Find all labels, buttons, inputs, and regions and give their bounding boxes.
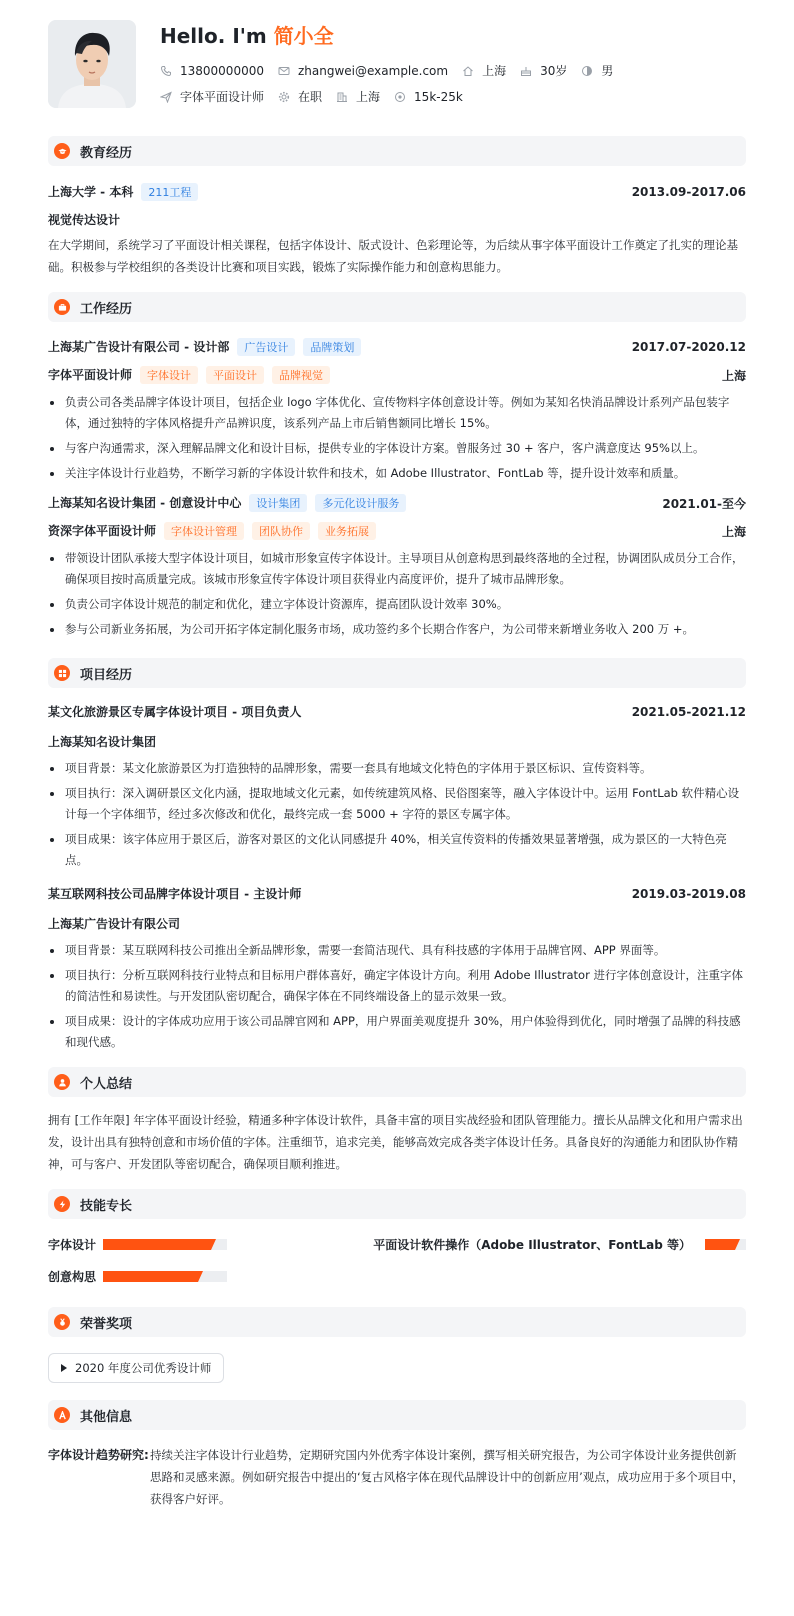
other-title: 其他信息 <box>80 1409 133 1425</box>
company-tag: 设计集团 <box>249 494 307 512</box>
resume-page <box>48 18 746 1510</box>
location-item <box>462 62 506 79</box>
status-text: 在职 <box>298 90 323 104</box>
gear-icon <box>278 91 290 103</box>
skill-item <box>48 1268 227 1285</box>
education-major: 视觉传达设计 <box>48 213 121 227</box>
skill-item <box>373 1236 746 1253</box>
resume-header <box>48 18 746 136</box>
role-tag: 平面设计 <box>206 366 264 384</box>
award-text: 2020 年度公司优秀设计师 <box>75 1361 212 1375</box>
list-item: 项目背景：某文化旅游景区为打造独特的品牌形象，需要一套具有地域文化特色的字体用于景区标识、宣传资料等。 <box>48 758 746 779</box>
education-entry <box>48 183 746 278</box>
career-row <box>160 88 477 105</box>
skill-name: 字体设计 <box>48 1238 97 1252</box>
job-role: 字体平面设计师 <box>48 368 133 382</box>
summary-text: 拥有 [工作年限] 年字体平面设计经验，精通多种字体设计软件，具备丰富的项目实战经验和团队管理能力。擅长从品牌文化和用户需求出发，设计出具有独特创意和市场价值的字体。注重细节，追求完美，能够高效完成各类字体设计任务。具备良好的沟通能力和团队协作精神，可与客户、开发团队等密切配合，确保项目顺利推进。 <box>48 1113 743 1171</box>
other-text: 持续关注字体设计行业趋势，定期研究国内外优秀字体设计案例，撰写相关研究报告，为公司字体设计业务提供创新思路和灵感来源。例如研究报告中提出的‘复古风格字体在现代品牌设计中的创新应用’观点，成功应用于多个项目中，获得客户好评。 <box>150 1448 744 1506</box>
summary-section-header <box>48 1067 746 1097</box>
other-label: 字体设计趋势研究: <box>48 1448 149 1462</box>
job-role: 资深字体平面设计师 <box>48 524 157 538</box>
honors-list <box>48 1353 746 1383</box>
project-entry <box>48 885 746 1053</box>
skill-name: 平面设计软件操作（Adobe Illustrator、FontLab 等） <box>373 1238 691 1252</box>
mail-icon <box>278 65 290 77</box>
project-name: 某文化旅游景区专属字体设计项目 - 项目负责人 <box>48 705 302 719</box>
other-info-row <box>48 1444 746 1510</box>
project-name: 某互联网科技公司品牌字体设计项目 - 主设计师 <box>48 887 302 901</box>
skill-bar-fill <box>705 1239 735 1250</box>
list-item: 负责公司字体设计规范的制定和优化，建立字体设计资源库，提高团队设计效率 30%。 <box>48 594 746 615</box>
skill-item <box>48 1236 227 1253</box>
projects-section-header <box>48 658 746 688</box>
honors-title: 荣誉奖项 <box>80 1316 133 1332</box>
skill-bar <box>103 1239 227 1250</box>
skill-bar-fill <box>103 1271 198 1282</box>
project-date: 2019.03-2019.08 <box>631 886 746 901</box>
gender-icon <box>581 65 593 77</box>
list-item: 参与公司新业务拓展，为公司开拓字体定制化服务市场，成功签约多个长期合作客户，为公司带来新增业务收入 200 万 +。 <box>48 619 746 640</box>
role-tag: 品牌视觉 <box>272 366 330 384</box>
location-text: 上海 <box>482 64 507 78</box>
grid-icon <box>54 665 70 681</box>
education-date: 2013.09-2017.06 <box>631 185 746 199</box>
role-tag: 字体设计管理 <box>164 522 244 540</box>
skills-grid <box>48 1236 746 1296</box>
skill-bar <box>103 1271 227 1282</box>
work-section-header <box>48 292 746 322</box>
job-company-line <box>48 338 361 356</box>
summary-title: 个人总结 <box>80 1076 133 1092</box>
projects-title: 项目经历 <box>80 667 133 683</box>
avatar-portrait-icon <box>48 20 136 108</box>
email-item <box>278 64 448 78</box>
project-bullets <box>48 758 746 871</box>
skills-title: 技能专长 <box>80 1198 133 1214</box>
phone-text: 13800000000 <box>180 63 264 78</box>
job-bullets <box>48 392 746 484</box>
role-tag: 字体设计 <box>140 366 198 384</box>
list-item: 与客户沟通需求，深入理解品牌文化和设计目标，提供专业的字体设计方案。曾服务过 30 + 客户，客户满意度达 95%以上。 <box>48 438 746 459</box>
list-item: 带领设计团队承接大型字体设计项目，如城市形象宣传字体设计。主导项目从创意构思到最终落地的全过程，协调团队成员分工合作，确保项目按时高质量完成。该城市形象宣传字体设计项目获得业内高度评价，提升了城市品牌形象。 <box>48 548 746 590</box>
school-tag: 211工程 <box>141 183 198 201</box>
project-bullets <box>48 940 746 1053</box>
job-company: 上海某广告设计有限公司 - 设计部 <box>48 340 230 354</box>
company-tag: 多元化设计服务 <box>315 494 406 512</box>
list-item: 项目成果：该字体应用于景区后，游客对景区的文化认同感提升 40%，相关宣传资料的传播效果显著增强，成为景区的一大特色亮点。 <box>48 829 746 871</box>
school-name: 上海大学 - 本科 <box>48 185 134 199</box>
salary-item <box>394 90 463 104</box>
skill-name: 创意构思 <box>48 1270 97 1284</box>
job-company-line <box>48 494 406 512</box>
email-text: zhangwei@example.com <box>297 63 449 78</box>
candidate-name: 简小全 <box>273 24 334 48</box>
list-item: 项目背景：某互联网科技公司推出全新品牌形象，需要一套简洁现代、具有科技感的字体用于品牌官网、APP 界面等。 <box>48 940 746 961</box>
phone-item <box>160 64 264 78</box>
salary-text: 15k-25k <box>414 89 463 104</box>
job-city: 上海 <box>721 368 746 383</box>
skill-bar-fill <box>103 1239 211 1250</box>
education-title: 教育经历 <box>80 145 133 161</box>
send-icon <box>160 91 172 103</box>
role-tag: 业务拓展 <box>318 522 376 540</box>
city-text: 上海 <box>356 90 381 104</box>
role-tag: 团队协作 <box>252 522 310 540</box>
letter-a-icon <box>54 1407 70 1423</box>
home-icon <box>462 65 474 77</box>
role-item <box>160 88 264 105</box>
gender-text: 男 <box>601 64 614 78</box>
school-line <box>48 183 198 201</box>
coin-icon <box>394 91 406 103</box>
greeting-title <box>160 20 334 49</box>
skills-section-header <box>48 1189 746 1219</box>
play-icon <box>61 1364 67 1372</box>
honors-section-header <box>48 1307 746 1337</box>
greeting-prefix: Hello. I'm <box>160 24 267 48</box>
job-company: 上海某知名设计集团 - 创意设计中心 <box>48 496 242 510</box>
avatar <box>48 20 136 108</box>
company-tag: 广告设计 <box>237 338 295 356</box>
job-role-line <box>48 522 376 540</box>
job-city: 上海 <box>721 524 746 539</box>
list-item: 负责公司各类品牌字体设计项目，包括企业 logo 字体优化、宣传物料字体创意设计等。例如为某知名快消品牌设计系列产品包装字体，通过独特的字体风格提升产品辨识度，该系列产品上市后销售额同比增长 15%。 <box>48 392 746 434</box>
skill-bar <box>705 1239 746 1250</box>
status-item <box>278 88 322 105</box>
lightning-icon <box>54 1196 70 1212</box>
education-description: 在大学期间，系统学习了平面设计相关课程，包括字体设计、版式设计、色彩理论等，为后续从事字体平面设计工作奠定了扎实的理论基础。积极参与学校组织的各类设计比赛和项目实践，锻炼了实际操作能力和创意构思能力。 <box>48 238 738 274</box>
list-item: 项目执行：分析互联网科技行业特点和目标用户群体喜好，确定字体设计方向。利用 Adobe Illustrator 进行字体创意设计，注重字体的简洁性和易读性。与开发团队密切配合，确保字体在不同终端设备上的显示效果一致。 <box>48 965 746 1007</box>
job-date: 2021.01-至今 <box>662 496 746 511</box>
job-entry <box>48 494 746 640</box>
project-org: 上海某广告设计有限公司 <box>48 917 181 931</box>
education-section-header <box>48 136 746 166</box>
briefcase-icon <box>54 299 70 315</box>
phone-icon <box>160 65 172 77</box>
job-bullets <box>48 548 746 640</box>
list-item: 关注字体设计行业趋势，不断学习新的字体设计软件和技术，如 Adobe Illustrator、FontLab 等，提升设计效率和质量。 <box>48 463 746 484</box>
list-item: 项目成果：设计的字体成功应用于该公司品牌官网和 APP，用户界面美观度提升 30%，用户体验得到优化，同时增强了品牌的科技感和现代感。 <box>48 1011 746 1053</box>
work-title: 工作经历 <box>80 301 133 317</box>
gender-item <box>581 62 613 79</box>
job-entry <box>48 338 746 484</box>
building-icon <box>336 91 348 103</box>
cake-icon <box>520 65 532 77</box>
medal-icon <box>54 1314 70 1330</box>
age-item <box>520 62 567 79</box>
project-entry <box>48 703 746 871</box>
role-text: 字体平面设计师 <box>180 90 265 104</box>
company-tag: 品牌策划 <box>303 338 361 356</box>
award-item[interactable] <box>48 1353 224 1383</box>
age-text: 30岁 <box>540 64 568 78</box>
user-icon <box>54 1074 70 1090</box>
project-date: 2021.05-2021.12 <box>631 704 746 719</box>
job-date: 2017.07-2020.12 <box>631 340 746 354</box>
project-org: 上海某知名设计集团 <box>48 735 157 749</box>
city-item <box>336 88 380 105</box>
job-role-line <box>48 366 330 384</box>
contact-row <box>160 62 627 79</box>
graduation-cap-icon <box>54 143 70 159</box>
other-section-header <box>48 1400 746 1430</box>
list-item: 项目执行：深入调研景区文化内涵，提取地域文化元素，如传统建筑风格、民俗图案等，融入字体设计中。运用 FontLab 软件精心设计每一个字体细节，经过多次修改和优化，最终完成一套 5000 + 字符的景区专属字体。 <box>48 783 746 825</box>
